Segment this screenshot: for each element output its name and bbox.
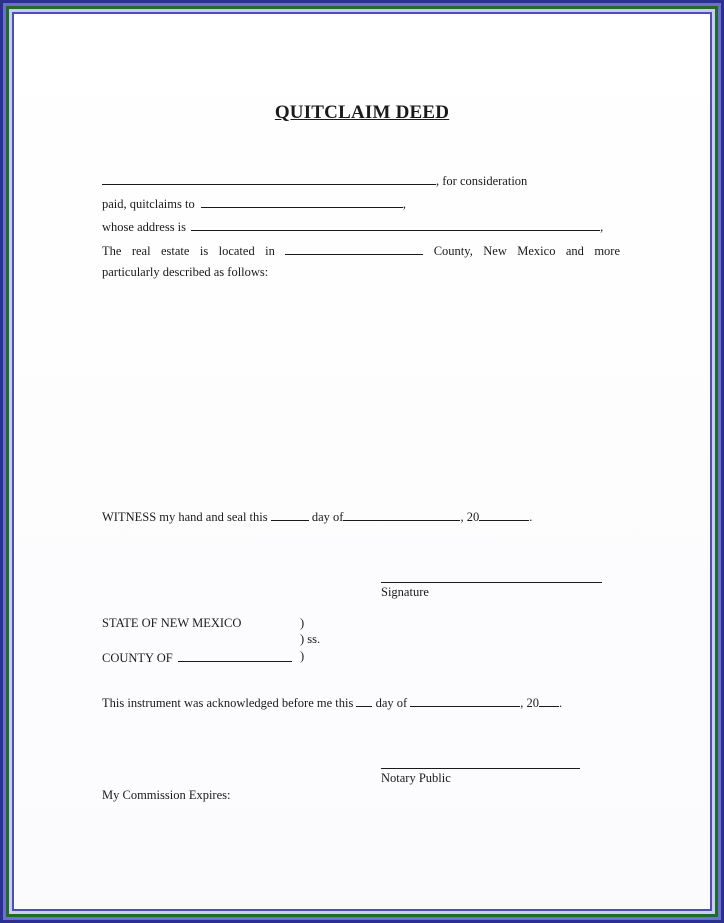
county-blank[interactable] xyxy=(285,242,423,255)
bracket-3: ) xyxy=(300,649,305,663)
address-line xyxy=(102,218,603,235)
witness-end: . xyxy=(529,509,533,524)
address-label: whose address is xyxy=(102,219,187,234)
grantor-name-blank[interactable] xyxy=(102,172,436,185)
location-line xyxy=(102,240,620,263)
witness-day-label: day of xyxy=(311,509,344,524)
ack-label: This instrument was acknowledged before me this xyxy=(102,695,354,710)
county-label: COUNTY OF xyxy=(102,650,173,665)
bracket-1: ) xyxy=(300,616,305,630)
state-label: STATE OF NEW MEXICO xyxy=(102,616,242,630)
located-text-end: County, New Mexico and more xyxy=(433,244,621,258)
ack-end: . xyxy=(559,695,563,710)
described-line: particularly described as follows: xyxy=(102,265,269,279)
witness-label: WITNESS my hand and seal this xyxy=(102,509,268,524)
ack-day-blank[interactable] xyxy=(356,694,372,707)
ack-day-label: day of xyxy=(375,695,408,710)
acknowledgement-line xyxy=(102,694,562,711)
grantee-name-blank[interactable] xyxy=(201,195,403,208)
signature-line[interactable] xyxy=(381,582,602,583)
county-of-blank[interactable] xyxy=(178,649,292,662)
ss-label: ss. xyxy=(307,632,321,646)
document-page xyxy=(14,14,710,909)
signature-label: Signature xyxy=(381,585,429,599)
grantee-line xyxy=(102,195,406,212)
grantor-suffix: , for consideration xyxy=(436,173,528,188)
bracket-2 xyxy=(300,632,320,647)
paid-label: paid, quitclaims to xyxy=(102,196,195,211)
witness-year-label: , 20 xyxy=(460,509,480,524)
county-line xyxy=(102,649,292,666)
located-text-start: The real estate is located in xyxy=(102,244,275,258)
document-title: QUITCLAIM DEED xyxy=(274,102,450,123)
ack-month-blank[interactable] xyxy=(410,694,520,707)
witness-day-blank[interactable] xyxy=(271,508,309,521)
notary-label: Notary Public xyxy=(381,771,451,785)
paid-suffix: , xyxy=(402,196,406,211)
address-blank[interactable] xyxy=(191,218,600,231)
witness-line xyxy=(102,508,532,525)
address-suffix: , xyxy=(600,219,604,234)
witness-year-blank[interactable] xyxy=(479,508,529,521)
grantor-line xyxy=(102,172,527,189)
ack-year-label: , 20 xyxy=(520,695,540,710)
witness-month-blank[interactable] xyxy=(343,508,460,521)
ack-year-blank[interactable] xyxy=(539,694,559,707)
commission-label: My Commission Expires: xyxy=(102,788,231,802)
notary-signature-line[interactable] xyxy=(381,768,580,769)
bracket-2-glyph: ) xyxy=(300,632,305,646)
